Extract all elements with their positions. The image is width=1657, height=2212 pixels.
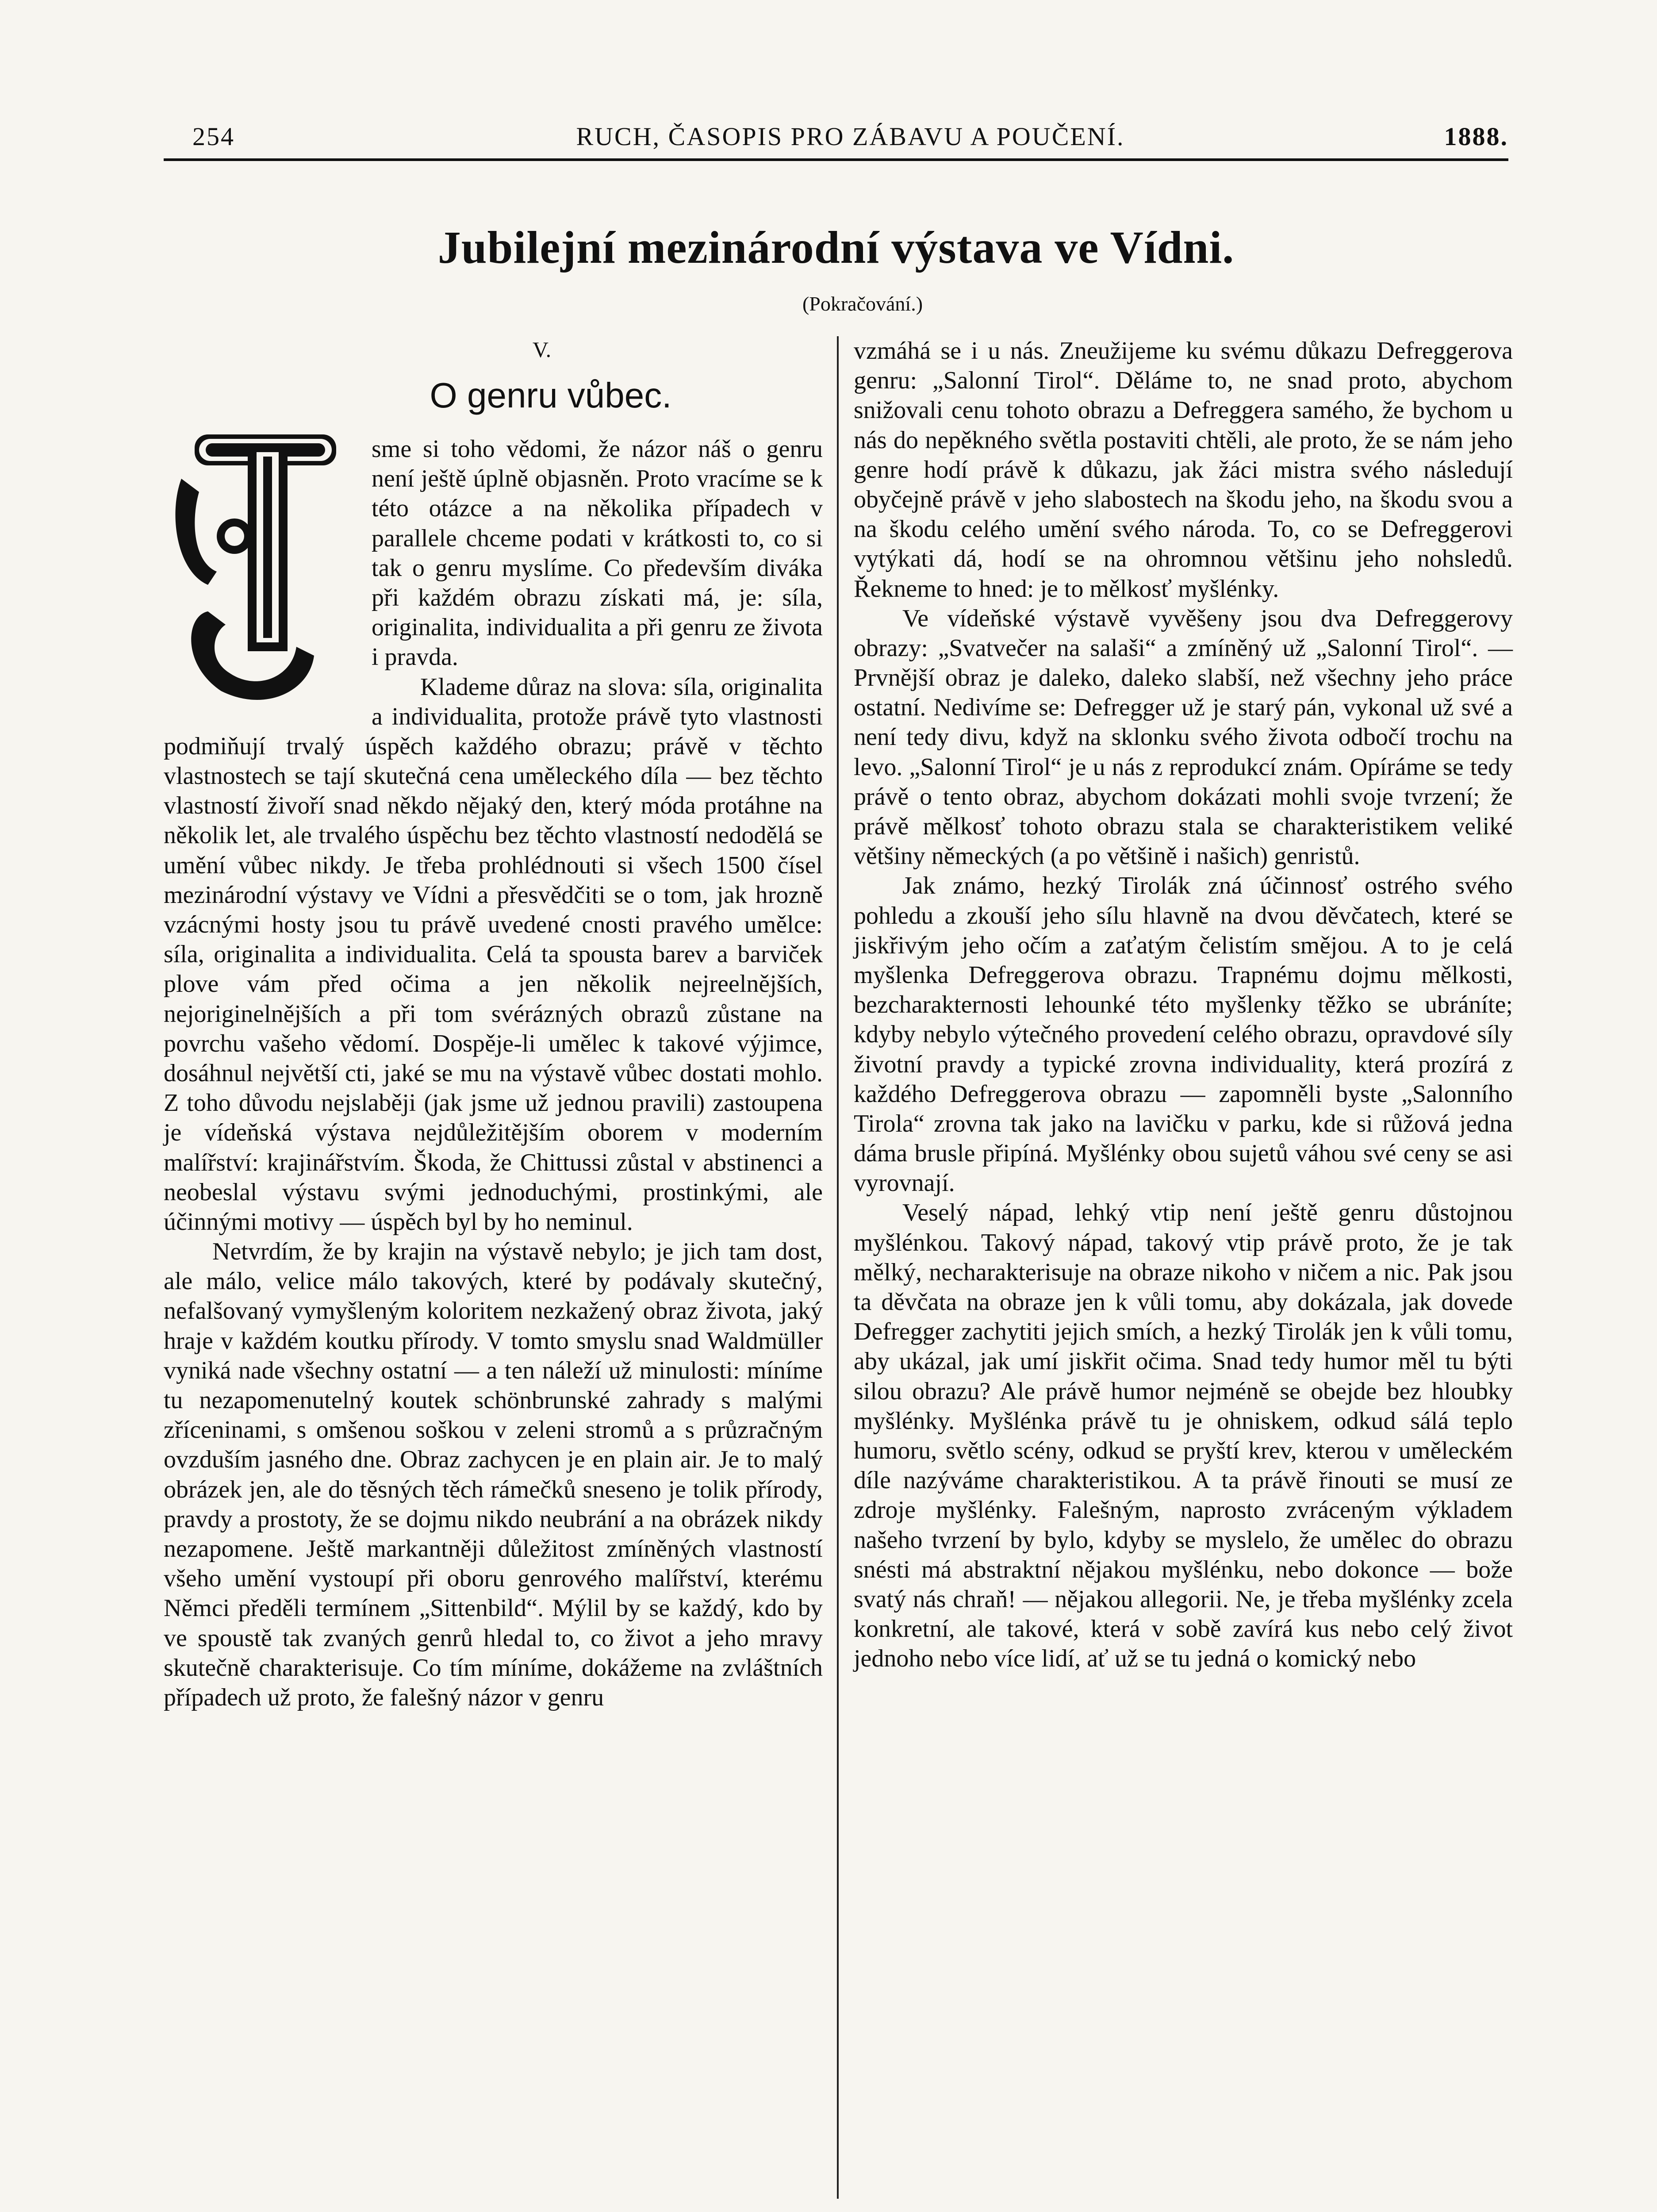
section-number: V. (532, 337, 552, 362)
paragraph-right-1: vzmáhá se i u nás. Zneužijeme ku svému důkazu Defreggerova genru: „Salonní Tirol“. Děláme to, ne snad proto, abychom snižovali cenu tohoto obrazu a Defreggera samého, že bychom u nás do nepěkného světla postaviti chtěli, ale proto, že se nám jeho genre hodí právě k důkazu, jak žáci mistra svého následují obyčejně právě v jeho slabostech na škodu jeho, na škodu svou a na škodu celého umění svého národa. To, co se Defreggerovi vytýkati dá, hodí se na ohromnou většinu jeho nohsledů. Řekneme to hned: je to mělkosť myšlénky. (854, 337, 1513, 603)
page-number: 254 (192, 122, 235, 151)
paragraph-right-2: Ve vídeňské výstavě vyvěšeny jsou dva Defreggerovy obrazy: „Svatvečer na salaši“ a zmíněný už „Salonní Tirol“. — Prvnější obraz je daleko, daleko slabší, než všechny jeho práce ostatní. Nedivíme se: Defregger už je starý pán, vykonal už své a není tedy divu, když na sklonku svého života odbočí trochu na levo. „Salonní Tirol“ je u nás z reprodukcí znám. Opíráme se tedy právě o tento obraz, abychom dokázati mohli svoje tvrzení; že právě mělkosť tohoto obrazu stala se charakteristikem veliké většiny německých (a po většině i našich) genristů. (854, 604, 1513, 870)
ornamental-dropcap (168, 426, 354, 718)
running-title: RUCH, ČASOPIS PRO ZÁBAVU A POUČENÍ. (576, 122, 1125, 151)
header-rule (164, 158, 1508, 161)
running-header (192, 117, 1508, 153)
column-divider (837, 336, 839, 2199)
article-title: Jubilejní mezinárodní výstava ve Vídni. (437, 222, 1235, 273)
paragraph-left-2: Klademe důraz na slova: síla, originalita a individualita, protože právě tyto vlastnosti podmiňují trvalý úspěch každého obrazu; právě v těchto vlastnostech se tají skutečná cena uměleckého díla — bez těchto vlastností živoří snad někdo nějaký den, který móda protáhne na několik let, ale trvalého úspěchu bez těchto vlastností nedodělá se umění vůbec nikdy. Je třeba prohlédnouti si všech 1500 čísel mezinárodní výstavy ve Vídni a přesvědčiti se o tom, jak hrozně vzácnými hosty jsou tu právě uvedené cnosti pravého umělce: síla, originalita a individualita. Celá ta spousta barev a barviček plove vám před očima a jen několik nejreelnějších, nejoriginelnějších a při tom svérázných obrazů zůstane na povrchu vašeho vědomí. Dospěje-li umělec k takové výjimce, dosáhnul největší cti, jaké se mu na výstavě vůbec dostati mohlo. Z toho důvodu nejslaběji (jak jsme už jednou pravili) zastoupena je vídeňská výstava nejdůležitějším oborem v moderním malířství: krajinářstvím. Škoda, že Chittussi zůstal v abstinenci a neobeslal výstavu svými jednoduchými, prostinkými, ale účinnými motivy — úspěch byl by ho neminul. (164, 673, 823, 1236)
paragraph-left-1: sme si toho vědomi, že názor náš o genru není ještě úplně objasněn. Proto vracíme se k této otázce a na několika případech v parallele chceme podati v krátkosti to, co si tak o genru myslíme. Co především diváka při každém obrazu získati má, je: síla, originalita, individualita a při genru ze života i pravda. (372, 435, 823, 671)
article-subtitle: (Pokračování.) (802, 292, 923, 315)
right-column (854, 336, 1513, 1674)
paragraph-right-3: Jak známo, hezký Tirolák zná účinnosť ostrého svého pohledu a zkouší jeho sílu hlavně na dvou děvčatech, které se jiskřivým jeho očím a zaťatým čelistím smějou. A to je celá myšlenka Defreggerova obrazu. Trapnému dojmu mělkosti, bezcharakternosti lehounké této myšlenky těžko se ubráníte; kdyby nebylo výtečného provedení celého obrazu, opravdové síly životní pravdy a typické zrovna individuality, která prozírá z každého Defreggerova obrazu — zapomněli byste „Salonního Tirola“ zrovna tak jako na lavičku v parku, kde si růžová jedna dáma brusle připíná. Myšlénky obou sujetů váhou své ceny se asi vyrovnají. (854, 872, 1513, 1197)
paragraph-right-4: Veselý nápad, lehký vtip není ještě genru důstojnou myšlénkou. Takový nápad, takový vtip právě proto, že je tak mělký, necharakterisuje na obraze nikoho v ničem a nic. Pak jsou ta děvčata na obraze jen k vůli tomu, aby dokázala, jak dovede Defregger zachytiti jejich smích, a hezký Tirolák jen k vůli tomu, aby ukázal, jak umí jiskřit očima. Snad tedy humor měl tu býti silou obrazu? Ale právě humor nejméně se obejde bez hloubky myšlénky. Myšlénka právě tu je ohniskem, odkud sálá teplo humoru, světlo scény, odkud se pryští krev, kterou v uměleckém díle nazýváme charakteristikou. A ta právě řinouti se musí ze zdroje myšlénky. Falešným, naprosto zvráceným výkladem našeho tvrzení by bylo, kdyby se myslelo, že umělec do obrazu snésti má abstraktní nějakou myšlénku, nebo dokonce — bože svatý nás chraň! — nějakou allegorii. Ne, je třeba myšlénky zcela konkretní, ale takové, která v sobě zavírá kus nebo celý život jednoho nebo více lidí, ať už se tu jedná o komický nebo (854, 1199, 1513, 1673)
year: 1888. (1444, 122, 1508, 151)
paragraph-left-3: Netvrdím, že by krajin na výstavě nebylo; je jich tam dost, ale málo, velice málo takových, které by podávaly skutečný, nefalšovaný vymyšleným koloritem nezkažený obraz života, jaký hraje v každém koutku přírody. V tomto smyslu snad Waldmüller vyniká nade všechny ostatní — a ten náleží už minulosti: míníme tu nezapomenutelný koutek schönbrunské zahrady s malými zříceninami, s omšenou soškou v zeleni stromů a s průzračným ovzduším jasného dne. Obraz zachycen je en plain air. Je to malý obrázek jen, ale do těsných těch rámečků sneseno je tolik přírody, pravdy a prostoty, že se dojmu nikdo neubrání a na obrázek nikdy nezapomene. Ještě markantněji důležitost zmíněných vlastností všeho umění vystoupí při oboru genrového malířství, kterému Němci předěli termínem „Sittenbild“. Mýlil by se každý, kdo by ve spoustě tak zvaných genrů hledal to, co život a jeho mravy skutečně charakterisuje. Co tím míníme, dokážeme na zvláštních případech už proto, že falešný názor v genru (164, 1238, 823, 1711)
section-title: O genru vůbec. (430, 376, 672, 415)
left-column (164, 336, 823, 1713)
